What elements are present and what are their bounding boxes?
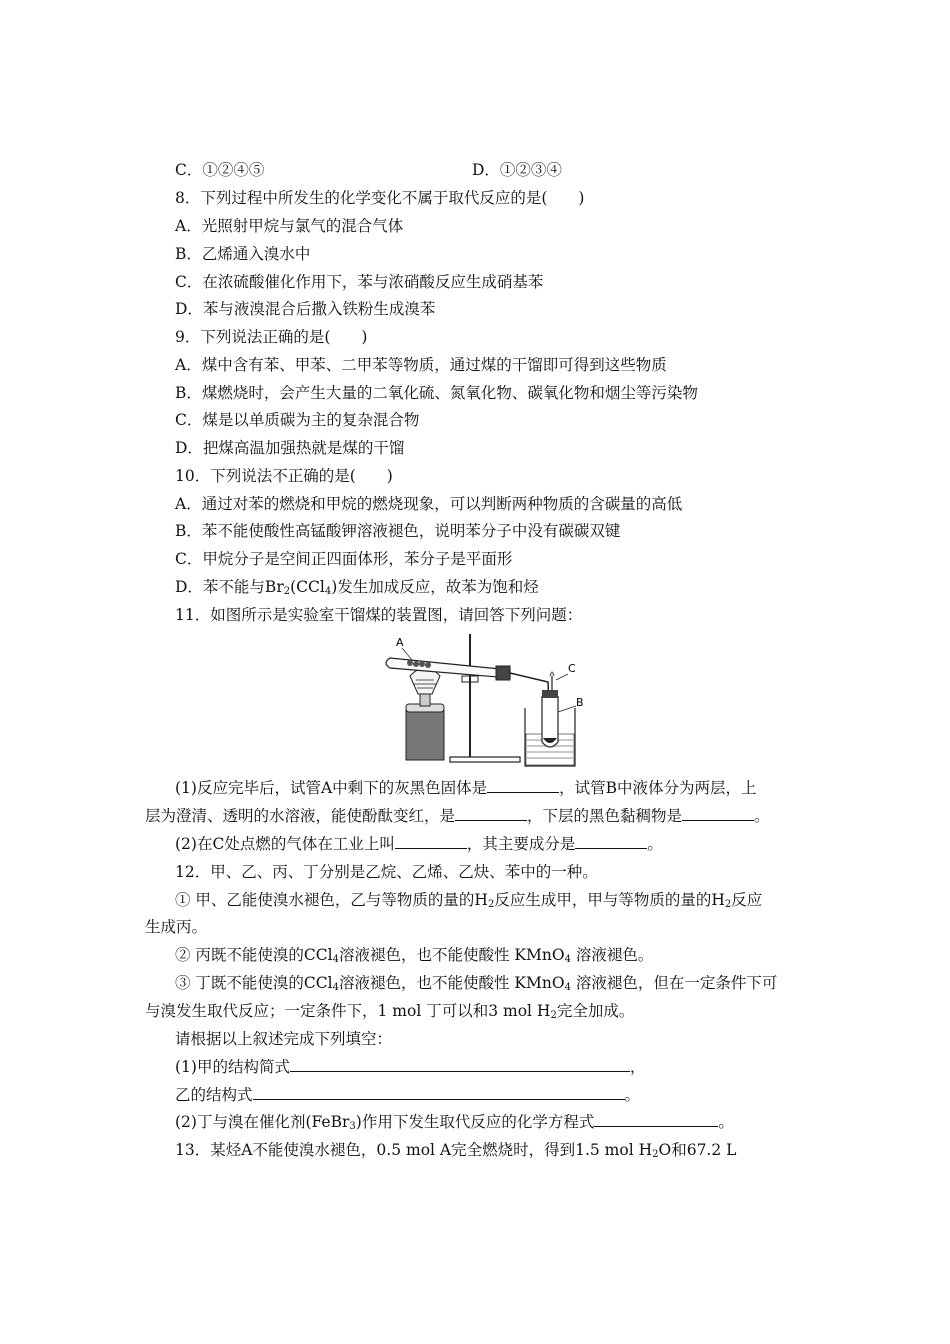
- option-d: D．①②③④: [472, 161, 562, 179]
- q8-option-c: C．在浓硫酸催化作用下，苯与浓硝酸反应生成硝基苯: [175, 273, 544, 291]
- q11-part1-line1: (1)反应完毕后，试管A中剩下的灰黑色固体是 ，试管B中液体分为两层，上: [175, 779, 757, 797]
- answer-blank[interactable]: [575, 834, 647, 849]
- answer-blank[interactable]: [455, 806, 527, 821]
- q11-part2: (2)在C处点燃的气体在工业上叫 ，其主要成分是 。: [175, 835, 663, 853]
- q12-clue1-line2: 生成丙。: [145, 918, 208, 936]
- q12-instruction: 请根据以上叙述完成下列填空：: [175, 1030, 393, 1048]
- q12-clue1-line1: ① 甲、乙能使溴水褪色，乙与等物质的量的$H_2$反应生成甲，甲与等物质的量的$H_2$反应: [175, 891, 763, 910]
- q11-part1-line2: 层为澄清、透明的水溶液，能使酚酞变红，是 ，下层的黑色黏稠物是 。: [145, 807, 770, 825]
- question-8: 8．下列过程中所发生的化学变化不属于取代反应的是( ): [175, 189, 585, 207]
- q12-fill1: (1)甲的结构简式 ，: [175, 1058, 646, 1076]
- answer-blank[interactable]: [290, 1057, 630, 1072]
- question-9: 9．下列说法正确的是( ): [175, 328, 368, 346]
- q12-clue2: ② 丙既不能使溴的CCl$_4$溶液褪色，也不能使酸性 KMnO$_4$ 溶液褪色。: [175, 946, 654, 965]
- q12-clue3-line2: 与溴发生取代反应；一定条件下，1 mol 丁可以和3 mol $H_2$完全加成。: [145, 1002, 635, 1021]
- question-12: 12．甲、乙、丙、丁分别是乙烷、乙烯、乙炔、苯中的一种。: [175, 863, 598, 881]
- q9-option-b: B．煤燃烧时，会产生大量的二氧化硫、氮氧化物、碳氧化物和烟尘等污染物: [175, 384, 698, 402]
- q8-option-d: D．苯与液溴混合后撒入铁粉生成溴苯: [175, 300, 436, 318]
- q12-fill2: 乙的结构式 。: [175, 1086, 641, 1104]
- option-line: [175, 160, 562, 180]
- answer-blank[interactable]: [253, 1085, 625, 1100]
- answer-blank[interactable]: [487, 778, 559, 793]
- option-c: C．①②④⑤: [175, 161, 265, 179]
- q8-option-b: B．乙烯通入溴水中: [175, 245, 311, 263]
- q10-option-b: B．苯不能使酸性高锰酸钾溶液褪色，说明苯分子中没有碳碳双键: [175, 522, 621, 540]
- q8-option-a: A．光照射甲烷与氯气的混合气体: [175, 217, 404, 235]
- q12-fill3: (2)丁与溴在催化剂(FeBr$_3$)作用下发生取代反应的化学方程式 。: [175, 1113, 734, 1132]
- question-10: 10．下列说法不正确的是( ): [175, 467, 393, 485]
- q9-option-a: A．煤中含有苯、甲苯、二甲苯等物质，通过煤的干馏即可得到这些物质: [175, 356, 667, 374]
- question-11: 11．如图所示是实验室干馏煤的装置图，请回答下列问题：: [175, 606, 583, 624]
- label-a: A: [396, 636, 404, 649]
- q10-option-c: C．甲烷分子是空间正四面体形，苯分子是平面形: [175, 550, 513, 568]
- label-b: B: [576, 696, 584, 709]
- q9-option-d: D．把煤高温加强热就是煤的干馏: [175, 439, 405, 457]
- answer-blank[interactable]: [682, 806, 754, 821]
- coal-distillation-apparatus-figure: [370, 630, 600, 770]
- label-c: C: [568, 662, 576, 675]
- question-13: 13．某烃A不能使溴水褪色，0.5 mol A完全燃烧时，得到1.5 mol $H_2O$和67.2 L: [175, 1141, 737, 1160]
- q10-option-d: D．苯不能与$Br_2(CCl_4)$发生加成反应，故苯为饱和烃: [175, 578, 539, 597]
- q9-option-c: C．煤是以单质碳为主的复杂混合物: [175, 411, 420, 429]
- q12-clue3-line1: ③ 丁既不能使溴的CCl$_4$溶液褪色，也不能使酸性 KMnO$_4$ 溶液褪色，但在一定条件下可: [175, 974, 778, 993]
- answer-blank[interactable]: [594, 1112, 718, 1127]
- q10-option-a: A．通过对苯的燃烧和甲烷的燃烧现象，可以判断两种物质的含碳量的高低: [175, 495, 683, 513]
- answer-blank[interactable]: [395, 834, 467, 849]
